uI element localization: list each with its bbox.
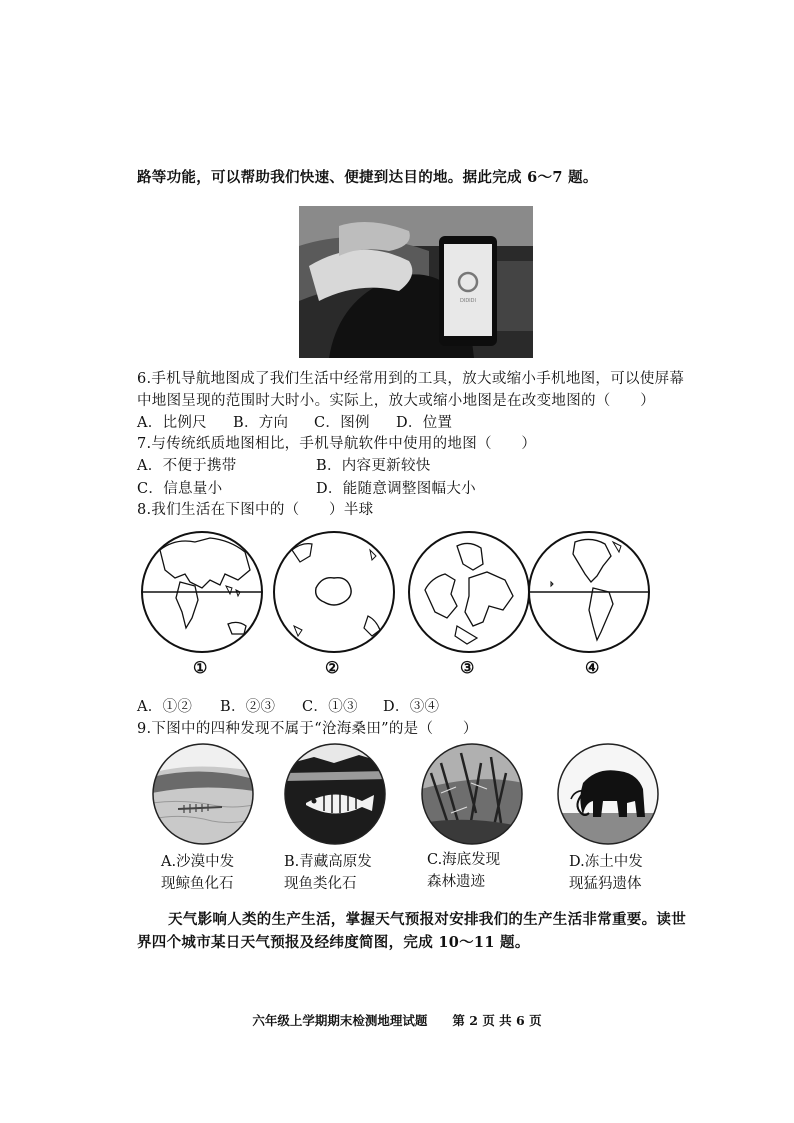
- q7-option-b: B．内容更新较快: [316, 458, 431, 474]
- caption-a-line1: A.沙漠中发: [161, 854, 235, 870]
- globe-4-hemisphere: [527, 530, 651, 654]
- intro-line: 路等功能，可以帮助我们快速、便捷到达目的地。据此完成 6～7 题。: [137, 169, 598, 186]
- globe-4-label: ④: [585, 658, 600, 677]
- caption-a-line2: 现鲸鱼化石: [161, 876, 234, 892]
- caption-a: [161, 851, 234, 895]
- globe-2-label: ②: [325, 658, 340, 677]
- q6-option-c: C．图例: [314, 415, 370, 431]
- q7-stem: 7.与传统纸质地图相比，手机导航软件中使用的地图（ ）: [137, 436, 537, 452]
- desert-whale-fossil-photo: [152, 743, 254, 845]
- undersea-forest-photo: [421, 743, 523, 845]
- caption-d: [569, 851, 643, 895]
- passage-line1: 天气影响人类的生产生活，掌握天气预报对安排我们的生产生活非常重要。读世: [168, 911, 686, 928]
- q8-stem: 8.我们生活在下图中的（ ）半球: [137, 502, 374, 518]
- frozen-mammoth-photo: [553, 743, 663, 845]
- plateau-fish-fossil-photo: [284, 743, 386, 845]
- phone-navigation-photo: [299, 206, 533, 358]
- q6-option-a: A．比例尺: [137, 415, 207, 431]
- globe-3-hemisphere: [407, 530, 531, 654]
- phone-screen-text: DIDIDI: [460, 298, 476, 304]
- q7-option-d: D．能随意调整图幅大小: [316, 481, 476, 497]
- q6-stem-line2: 中地图呈现的范围时大时小。实际上，放大或缩小地图是在改变地图的（ ）: [137, 393, 655, 409]
- globe-2-hemisphere: [272, 530, 396, 654]
- caption-c-line2: 森林遗迹: [427, 874, 485, 890]
- q8-option-c: C．①③: [302, 699, 358, 715]
- caption-d-line2: 现猛犸遗体: [569, 876, 642, 892]
- q7-option-c: C．信息量小: [137, 481, 223, 497]
- q8-option-a: A．①②: [137, 699, 193, 715]
- q6-option-d: D．位置: [396, 415, 453, 431]
- globe-1-hemisphere: [140, 530, 264, 654]
- globe-3-label: ③: [460, 658, 475, 677]
- q8-option-d: D．③④: [383, 699, 440, 715]
- caption-b: [284, 851, 372, 895]
- caption-c: [427, 849, 500, 893]
- q7-option-a: A．不便于携带: [137, 458, 237, 474]
- globe-1-label: ①: [193, 658, 208, 677]
- passage-line2: 界四个城市某日天气预报及经纬度简图，完成 10～11 题。: [137, 934, 530, 951]
- caption-b-line2: 现鱼类化石: [284, 876, 357, 892]
- q9-stem: 9.下图中的四种发现不属于“沧海桑田”的是（ ）: [137, 721, 478, 737]
- caption-b-line1: B.青藏高原发: [284, 854, 372, 870]
- caption-d-line1: D.冻土中发: [569, 854, 643, 870]
- q6-stem-line1: 6.手机导航地图成了我们生活中经常用到的工具，放大或缩小手机地图，可以使屏幕: [137, 371, 685, 387]
- caption-c-line1: C.海底发现: [427, 852, 501, 868]
- q6-option-b: B．方向: [233, 415, 289, 431]
- page-footer: 六年级上学期期末检测地理试题 第 2 页 共 6 页: [252, 1013, 542, 1028]
- q8-option-b: B．②③: [220, 699, 276, 715]
